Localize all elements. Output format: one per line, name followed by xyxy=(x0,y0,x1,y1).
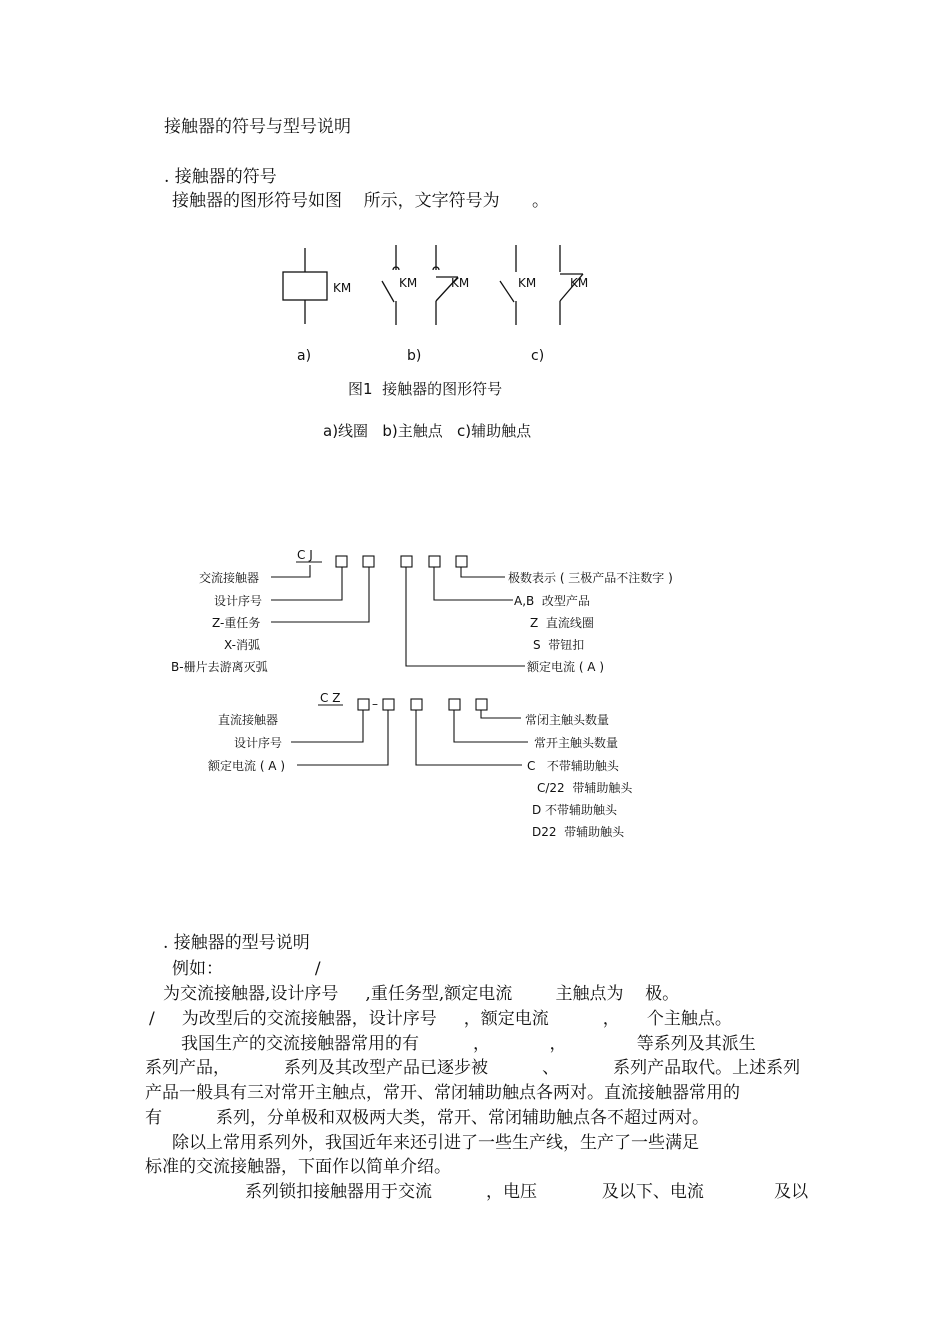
page-title: 接触器的符号与型号说明 xyxy=(164,117,351,137)
cz-box-2 xyxy=(383,699,394,710)
cj-left-label: Z-重任务 xyxy=(212,616,261,630)
cz-right-label: D 不带辅助触头 xyxy=(532,803,618,817)
cz-left-label: 直流接触器 xyxy=(218,713,279,727)
cz-box-1 xyxy=(358,699,369,710)
aux-contact-km-label-2: KM xyxy=(570,276,589,290)
figure-label-a: a) xyxy=(297,348,312,364)
cj-box-5 xyxy=(456,556,467,567)
cj-box-2 xyxy=(363,556,374,567)
body-line: 产品一般具有三对常开主触点，常开、常闭辅助触点各两对。直流接触器常用的 xyxy=(145,1083,740,1103)
cj-right-label: S 带钮扣 xyxy=(533,638,585,652)
section-heading-symbol: . 接触器的符号 xyxy=(164,167,277,187)
cj-box-3 xyxy=(401,556,412,567)
coil-km-label: KM xyxy=(333,281,352,295)
body-line: 系列产品， 系列及其改型产品已逐步被 、 系列产品取代。上述系列 xyxy=(145,1058,801,1078)
cz-box-5 xyxy=(476,699,487,710)
figure-label-b: b) xyxy=(407,348,422,364)
body-line: 标准的交流接触器，下面作以简单介绍。 xyxy=(145,1157,451,1177)
cz-right-label: 常闭主触头数量 xyxy=(525,713,610,727)
body-line: 系列锁扣接触器用于交流 ，电压 及以下、电流 及以 xyxy=(245,1182,809,1202)
body-line: 例如： / xyxy=(172,959,321,979)
cz-dash: – xyxy=(372,697,378,711)
cz-right-label: 常开主触头数量 xyxy=(534,736,619,750)
cz-left-label: 额定电流 ( A ) xyxy=(208,759,286,773)
body-line: 除以上常用系列外，我国近年来还引进了一些生产线，生产了一些满足 xyxy=(172,1133,699,1153)
main-contact-km-label-1: KM xyxy=(399,276,418,290)
cj-prefix: C J xyxy=(297,548,313,562)
cj-left-label: 设计序号 xyxy=(214,594,263,608)
symbol-intro-text: 接触器的图形符号如图 所示，文字符号为 。 xyxy=(172,191,550,211)
figure-label-c: c) xyxy=(531,348,545,364)
cz-right-label: C/22 带辅助触头 xyxy=(537,781,633,795)
section-heading-model: . 接触器的型号说明 xyxy=(163,933,310,953)
cj-right-label: 额定电流 ( A ) xyxy=(527,660,605,674)
cj-right-label: Z 直流线圈 xyxy=(530,616,594,630)
main-contact-km-label-2: KM xyxy=(451,276,470,290)
body-line: / 为改型后的交流接触器，设计序号 ，额定电流 ， 个主触点。 xyxy=(149,1009,732,1029)
cj-right-label: 极数表示 ( 三极产品不注数字 ) xyxy=(508,571,673,585)
cj-box-1 xyxy=(336,556,347,567)
body-line: 有 系列，分单极和双极两大类，常开、常闭辅助触点各不超过两对。 xyxy=(145,1108,710,1128)
figure-caption: 图1 接触器的图形符号 xyxy=(348,380,503,398)
cz-prefix: C Z xyxy=(320,691,341,705)
body-line: 我国生产的交流接触器常用的有 ， ， 等系列及其派生 xyxy=(181,1034,756,1054)
cz-box-4 xyxy=(449,699,460,710)
cj-right-label: A,B 改型产品 xyxy=(514,594,590,608)
cz-box-3 xyxy=(411,699,422,710)
cj-left-label: B-栅片去游离灭弧 xyxy=(171,660,268,674)
cj-left-label: X-消弧 xyxy=(224,638,260,652)
aux-contact-km-label-1: KM xyxy=(518,276,537,290)
body-line: 为交流接触器,设计序号 ,重任务型,额定电流 主触点为 极。 xyxy=(163,984,680,1004)
cz-right-label: D22 带辅助触头 xyxy=(532,825,625,839)
cz-right-label: C 不带辅助触头 xyxy=(527,759,619,773)
cz-left-label: 设计序号 xyxy=(234,736,283,750)
cj-left-label: 交流接触器 xyxy=(199,571,260,585)
cj-box-4 xyxy=(429,556,440,567)
figure-subcaption: a)线圈 b)主触点 c)辅助触点 xyxy=(323,422,532,440)
